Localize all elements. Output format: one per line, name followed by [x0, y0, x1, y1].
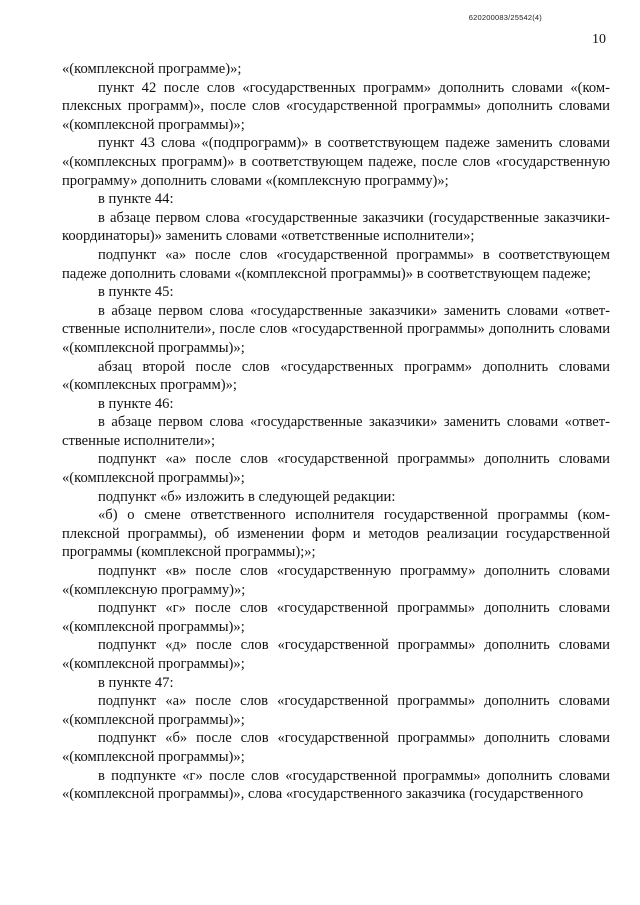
paragraph: подпункт «б» после слов «государственной программы» дополнить словами «(комплексной программы)»; — [62, 730, 610, 765]
page-number: 10 — [592, 32, 606, 47]
paragraph: в абзаце первом слова «государственные заказчики» заменить словами «ответственные исполнители», после слов «государственной программы» дополнить словами «(комплексной программы)»; — [62, 302, 610, 356]
paragraph: в пункте 45: — [98, 284, 174, 301]
paragraph: подпункт «а» после слов «государственной программы» дополнить словами «(комплексной программы)»; — [62, 693, 610, 728]
paragraph: пункт 43 слова «(подпрограмм)» в соответствующем падеже заменить словами «(комплексных программ)» в соответствующем падеже, после слов «государственную программу» дополнить словами «(комплексную программу)»; — [62, 135, 610, 189]
document-code: 620200083/25542(4) — [468, 13, 542, 22]
paragraph: пункт 42 после слов «государственных программ» дополнить словами «(комплексных программ)», после слов «государственной программы» дополнить словами «(комплексной программы)»; — [62, 79, 610, 133]
paragraph: подпункт «а» после слов «государственной программы» дополнить словами «(комплексной программы)»; — [62, 451, 610, 487]
paragraph: абзац второй после слов «государственных программ» дополнить словами «(комплексных программ)»; — [62, 358, 610, 394]
paragraph: подпункт «б» изложить в следующей редакции: — [98, 488, 396, 505]
paragraph: в абзаце первом слова «государственные заказчики (государственные заказчики-координаторы)» заменить словами «ответственные исполнители»; — [62, 209, 610, 245]
paragraph: подпункт «д» после слов «государственной программы» дополнить словами «(комплексной программы)»; — [62, 637, 610, 672]
paragraph: подпункт «г» после слов «государственной программы» дополнить словами «(комплексной программы)»; — [62, 600, 610, 635]
paragraph: в абзаце первом слова «государственные заказчики» заменить словами «ответственные исполнители»; — [62, 414, 610, 449]
paragraph: подпункт «а» после слов «государственной программы» в соответствующем падеже дополнить словами «(комплексной программы)» в соответствующем падеже; — [62, 246, 610, 282]
document-body — [62, 60, 610, 804]
paragraph: подпункт «в» после слов «государственную программу» дополнить словами «(комплексную программу)»; — [62, 563, 610, 598]
paragraph: «б) о смене ответственного исполнителя государственной программы (комплексной программы), об изменении форм и методов реализации государственной программы (комплексной программы);»; — [62, 507, 610, 561]
paragraph: в пункте 46: — [98, 395, 174, 412]
paragraph: в пункте 44: — [98, 191, 174, 208]
paragraph: в подпункте «г» после слов «государственной программы» дополнить словами «(комплексной программы)», слова «государственного заказчика (государственного — [62, 767, 610, 803]
paragraph: в пункте 47: — [98, 674, 174, 691]
paragraph: «(комплексной программе)»; — [62, 61, 242, 77]
